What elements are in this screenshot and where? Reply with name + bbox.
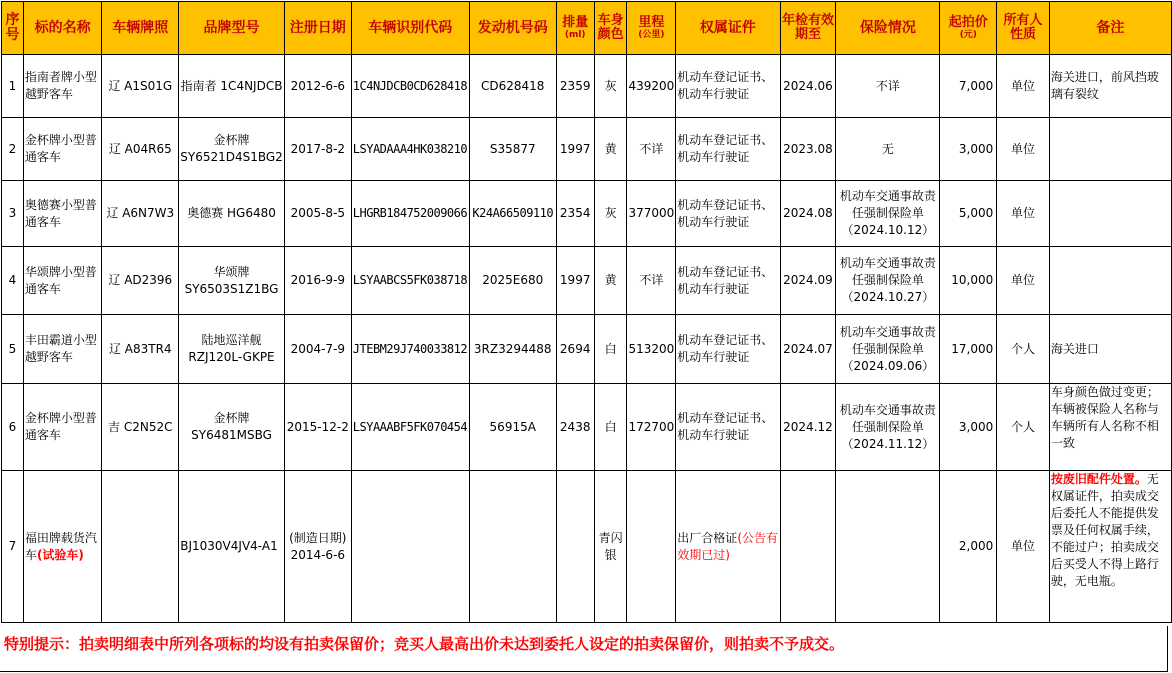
header-start-price-label: 起拍价 [948,15,988,30]
cell-displacement: 2438 [556,384,594,471]
table-row [2,471,1172,623]
cell-inspection: 2024.12 [780,384,836,471]
header-remarks: 备注 [1049,2,1171,55]
table-row [2,247,1172,315]
cell-engine-no: CD628418 [469,55,556,118]
cell-vin: LSYAAABF5FK070454 [351,384,469,471]
cell-plate: 辽 AD2396 [102,247,179,315]
cell-reg-date-label: (制造日期) [289,530,347,545]
cell-color: 黄 [594,118,627,181]
cell-vin: 1C4NJDCB0CD628418 [351,55,469,118]
cell-owner-type: 单位 [997,55,1050,118]
cell-owner-type: 单位 [997,471,1050,623]
cell-color: 黄 [594,247,627,315]
cell-start-price: 3,000 [940,384,997,471]
cell-start-price: 5,000 [940,181,997,247]
header-mileage-label: 里程 [638,15,665,30]
table-row [2,181,1172,247]
header-displacement [556,2,594,55]
header-engine-no: 发动机号码 [469,2,556,55]
cell-insurance: 机动车交通事故责任强制保险单（2024.11.12） [836,384,940,471]
table-row [2,384,1172,471]
cell-insurance [836,471,940,623]
cell-color: 白 [594,384,627,471]
cell-start-price: 2,000 [940,471,997,623]
cell-model: 华颂牌 SY6503S1Z1BG [179,247,285,315]
table-row [2,118,1172,181]
cell-ownership-text: 出厂合格证 [677,530,738,545]
cell-insurance: 机动车交通事故责任强制保险单（2024.10.12） [836,181,940,247]
cell-ownership: 机动车登记证书、机动车行驶证 [676,55,780,118]
cell-inspection: 2024.08 [780,181,836,247]
cell-plate: 辽 A83TR4 [102,315,179,384]
cell-vin: LHGRB184752009066 [351,181,469,247]
cell-plate: 辽 A1S01G [102,55,179,118]
cell-remarks [1049,471,1171,623]
cell-reg-date: 2004-7-9 [284,315,351,384]
table-row [2,55,1172,118]
remarks-text: 无权属证件，拍卖成交后委托人不能提供发票及任何权属手续，不能过户；拍卖成交后买受人不得上路行驶，无电瓶。 [1050,472,1159,588]
cell-inspection: 2024.07 [780,315,836,384]
cell-name: 华颂牌小型普通客车 [23,247,101,315]
table-row [2,315,1172,384]
cell-mileage: 439200 [627,55,676,118]
cell-remarks: 海关进口，前风挡玻璃有裂纹 [1049,55,1171,118]
cell-seq: 6 [2,384,24,471]
cell-displacement [556,471,594,623]
cell-displacement: 1997 [556,247,594,315]
cell-ownership: 机动车登记证书、机动车行驶证 [676,247,780,315]
cell-name [23,471,101,623]
header-reg-date: 注册日期 [284,2,351,55]
header-name: 标的名称 [23,2,101,55]
cell-displacement: 1997 [556,118,594,181]
cell-inspection: 2024.09 [780,247,836,315]
cell-start-price: 17,000 [940,315,997,384]
header-color: 车身颜色 [594,2,627,55]
remarks-emphasis: 按废旧配件处置。 [1050,472,1147,486]
cell-owner-type: 个人 [997,384,1050,471]
header-vin: 车辆识别代码 [351,2,469,55]
header-row [2,2,1172,55]
cell-mileage: 513200 [627,315,676,384]
cell-engine-no: S35877 [469,118,556,181]
special-notice-text: 特别提示：拍卖明细表中所列各项标的均设有拍卖保留价；竞买人最高出价未达到委托人设定的拍卖保留价，则拍卖不予成交。 [4,635,845,653]
cell-reg-date: 2005-8-5 [284,181,351,247]
cell-ownership [676,471,780,623]
cell-model: 陆地巡洋舰 RZJ120L-GKPE [179,315,285,384]
cell-mileage: 不详 [627,247,676,315]
header-owner-type: 所有人性质 [997,2,1050,55]
cell-engine-no: K24A66509110 [469,181,556,247]
header-start-price-unit: (元) [959,30,977,40]
cell-remarks: 海关进口 [1049,315,1171,384]
header-displacement-unit: (ml) [564,30,586,40]
cell-reg-date: 2012-6-6 [284,55,351,118]
cell-remarks [1049,181,1171,247]
cell-name: 奥德赛小型普通客车 [23,181,101,247]
cell-color: 青闪银 [594,471,627,623]
header-model: 品牌型号 [179,2,285,55]
cell-model: 金杯牌 SY6481MSBG [179,384,285,471]
cell-start-price: 3,000 [940,118,997,181]
cell-owner-type: 单位 [997,118,1050,181]
cell-seq: 4 [2,247,24,315]
cell-plate: 辽 A6N7W3 [102,181,179,247]
cell-reg-date: 2015-12-2 [284,384,351,471]
cell-reg-date-value: 2014-6-6 [290,547,346,562]
cell-ownership: 机动车登记证书、机动车行驶证 [676,384,780,471]
cell-name: 指南者牌小型越野客车 [23,55,101,118]
cell-displacement: 2354 [556,181,594,247]
cell-owner-type: 个人 [997,315,1050,384]
header-inspection: 年检有效期至 [780,2,836,55]
header-ownership: 权属证件 [676,2,780,55]
cell-engine-no: 3RZ3294488 [469,315,556,384]
cell-model: 金杯牌 SY6521D4S1BG2 [179,118,285,181]
cell-plate: 吉 C2N52C [102,384,179,471]
header-plate: 车辆牌照 [102,2,179,55]
header-insurance: 保险情况 [836,2,940,55]
cell-ownership: 机动车登记证书、机动车行驶证 [676,181,780,247]
cell-name: 金杯牌小型普通客车 [23,118,101,181]
cell-seq: 2 [2,118,24,181]
cell-remarks [1049,118,1171,181]
cell-inspection: 2023.08 [780,118,836,181]
cell-color: 白 [594,315,627,384]
header-mileage [627,2,676,55]
cell-vin: LSYAABCS5FK038718 [351,247,469,315]
cell-inspection [780,471,836,623]
cell-name: 金杯牌小型普通客车 [23,384,101,471]
cell-color: 灰 [594,181,627,247]
cell-plate [102,471,179,623]
cell-ownership: 机动车登记证书、机动车行驶证 [676,118,780,181]
auction-detail-table [1,1,1172,623]
cell-vin [351,471,469,623]
cell-start-price: 7,000 [940,55,997,118]
cell-start-price: 10,000 [940,247,997,315]
cell-owner-type: 单位 [997,181,1050,247]
cell-name-text: 福田牌载货汽车 [24,530,97,562]
cell-engine-no: 56915A [469,384,556,471]
cell-mileage [627,471,676,623]
cell-insurance: 无 [836,118,940,181]
notice-row [0,626,1168,672]
cell-engine-no: 2025E680 [469,247,556,315]
cell-ownership: 机动车登记证书、机动车行驶证 [676,315,780,384]
cell-color: 灰 [594,55,627,118]
cell-seq: 7 [2,471,24,623]
cell-mileage: 172700 [627,384,676,471]
cell-reg-date [284,471,351,623]
cell-vin: LSYADAAA4HK038210 [351,118,469,181]
header-start-price [940,2,997,55]
cell-seq: 3 [2,181,24,247]
header-seq: 序号 [2,2,24,55]
cell-model: 奥德赛 HG6480 [179,181,285,247]
test-vehicle-tag: (试验车) [36,547,84,562]
cell-ownership-note: (公告有效期已过) [677,530,778,562]
cell-model: 指南者 1C4NJDCB [179,55,285,118]
header-mileage-unit: (公里) [638,30,665,40]
cell-remarks: 车身颜色做过变更；车辆被保险人名称与车辆所有人名称不相一致 [1049,384,1171,471]
cell-remarks [1049,247,1171,315]
cell-name: 丰田霸道小型越野客车 [23,315,101,384]
cell-insurance: 不详 [836,55,940,118]
cell-vin: JTEBM29J740033812 [351,315,469,384]
cell-displacement: 2359 [556,55,594,118]
cell-seq: 5 [2,315,24,384]
cell-reg-date: 2017-8-2 [284,118,351,181]
cell-seq: 1 [2,55,24,118]
header-displacement-label: 排量 [562,15,589,30]
cell-insurance: 机动车交通事故责任强制保险单（2024.09.06） [836,315,940,384]
cell-plate: 辽 A04R65 [102,118,179,181]
cell-insurance: 机动车交通事故责任强制保险单（2024.10.27） [836,247,940,315]
cell-model: BJ1030V4JV4-A1 [179,471,285,623]
cell-displacement: 2694 [556,315,594,384]
cell-mileage: 377000 [627,181,676,247]
cell-engine-no [469,471,556,623]
cell-reg-date: 2016-9-9 [284,247,351,315]
cell-inspection: 2024.06 [780,55,836,118]
cell-owner-type: 单位 [997,247,1050,315]
cell-mileage: 不详 [627,118,676,181]
